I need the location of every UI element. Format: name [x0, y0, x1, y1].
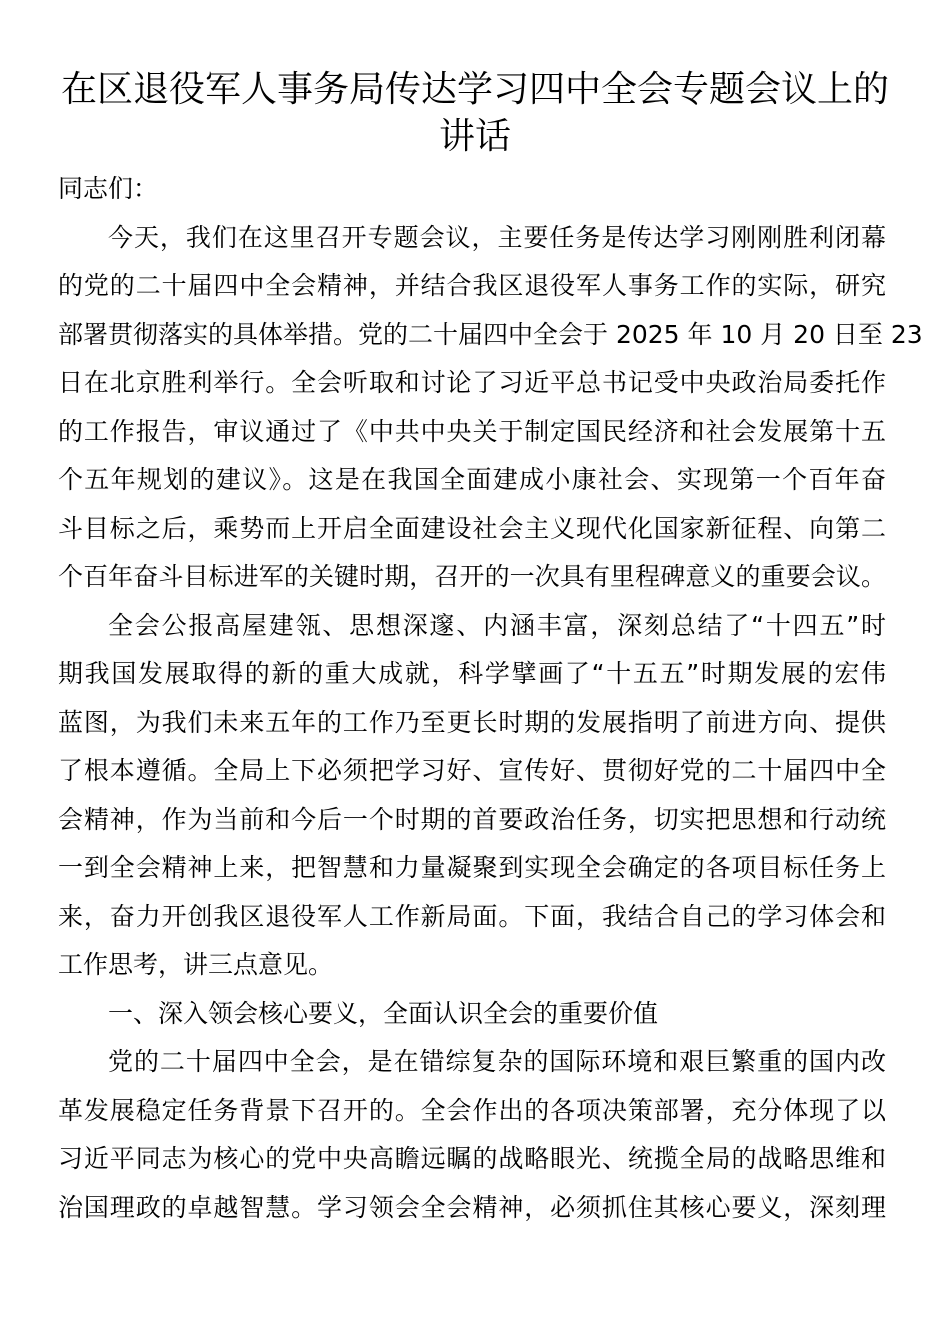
paragraph: [58, 602, 886, 990]
text-line: 全会公报高屋建瓴、思想深邃、内涵丰富，深刻总结了“十四五”时: [108, 610, 886, 640]
text-line: 了根本遵循。全局上下必须把学习好、宣传好、贯彻好党的二十届四中全: [58, 756, 886, 785]
text-line: 党的二十届四中全会，是在错综复杂的国际环境和艰巨繁重的国内改: [108, 1047, 886, 1076]
text-line: 个五年规划的建议》。这是在我国全面建成小康社会、实现第一个百年奋: [58, 465, 886, 494]
text-line: 蓝图，为我们未来五年的工作乃至更长时期的发展指明了前进方向、提供: [58, 707, 886, 737]
text-line: 部署贯彻落实的具体举措。党的二十届四中全会于 2025 年 10 月 20 日至 23: [58, 319, 923, 349]
paragraph: [58, 1038, 886, 1232]
text-line: 革发展稳定任务背景下召开的。全会作出的各项决策部署，充分体现了以: [58, 1095, 886, 1125]
title-line: 在区退役军人事务局传达学习四中全会专题会议上的: [60, 69, 889, 110]
text-line: 斗目标之后，乘势而上开启全面建设社会主义现代化国家新征程、向第二: [58, 513, 886, 543]
document-body: [58, 165, 923, 1232]
title-line: 讲话: [438, 116, 511, 157]
section-heading: 一、深入领会核心要义，全面认识全会的重要价值: [108, 998, 659, 1028]
text-line: 今天，我们在这里召开专题会议，主要任务是传达学习刚刚胜利闭幕: [108, 222, 886, 252]
text-line: 日在北京胜利举行。全会听取和讨论了习近平总书记受中央政治局委托作: [58, 368, 886, 397]
salutation: 同志们：: [58, 174, 159, 203]
paragraph: [58, 214, 923, 602]
text-line: 工作思考，讲三点意见。: [58, 950, 334, 979]
text-line: 习近平同志为核心的党中央高瞻远瞩的战略眼光、统揽全局的战略思维和: [58, 1144, 886, 1173]
text-line: 个百年奋斗目标进军的关键时期，召开的一次具有里程碑意义的重要会议。: [58, 562, 886, 591]
document-title: [40, 66, 910, 160]
text-line: 一到全会精神上来，把智慧和力量凝聚到实现全会确定的各项目标任务上: [58, 853, 886, 882]
text-line: 来，奋力开创我区退役军人工作新局面。下面，我结合自己的学习体会和: [58, 901, 886, 931]
text-line: 治国理政的卓越智慧。学习领会全会精神，必须抓住其核心要义，深刻理: [58, 1192, 886, 1222]
text-line: 会精神，作为当前和今后一个时期的首要政治任务，切实把思想和行动统: [58, 804, 886, 834]
text-line: 期我国发展取得的新的重大成就，科学擘画了“十五五”时期发展的宏伟: [58, 659, 886, 688]
text-line: 的工作报告，审议通过了《中共中央关于制定国民经济和社会发展第十五: [58, 416, 886, 446]
text-line: 的党的二十届四中全会精神，并结合我区退役军人事务工作的实际，研究: [58, 271, 886, 300]
